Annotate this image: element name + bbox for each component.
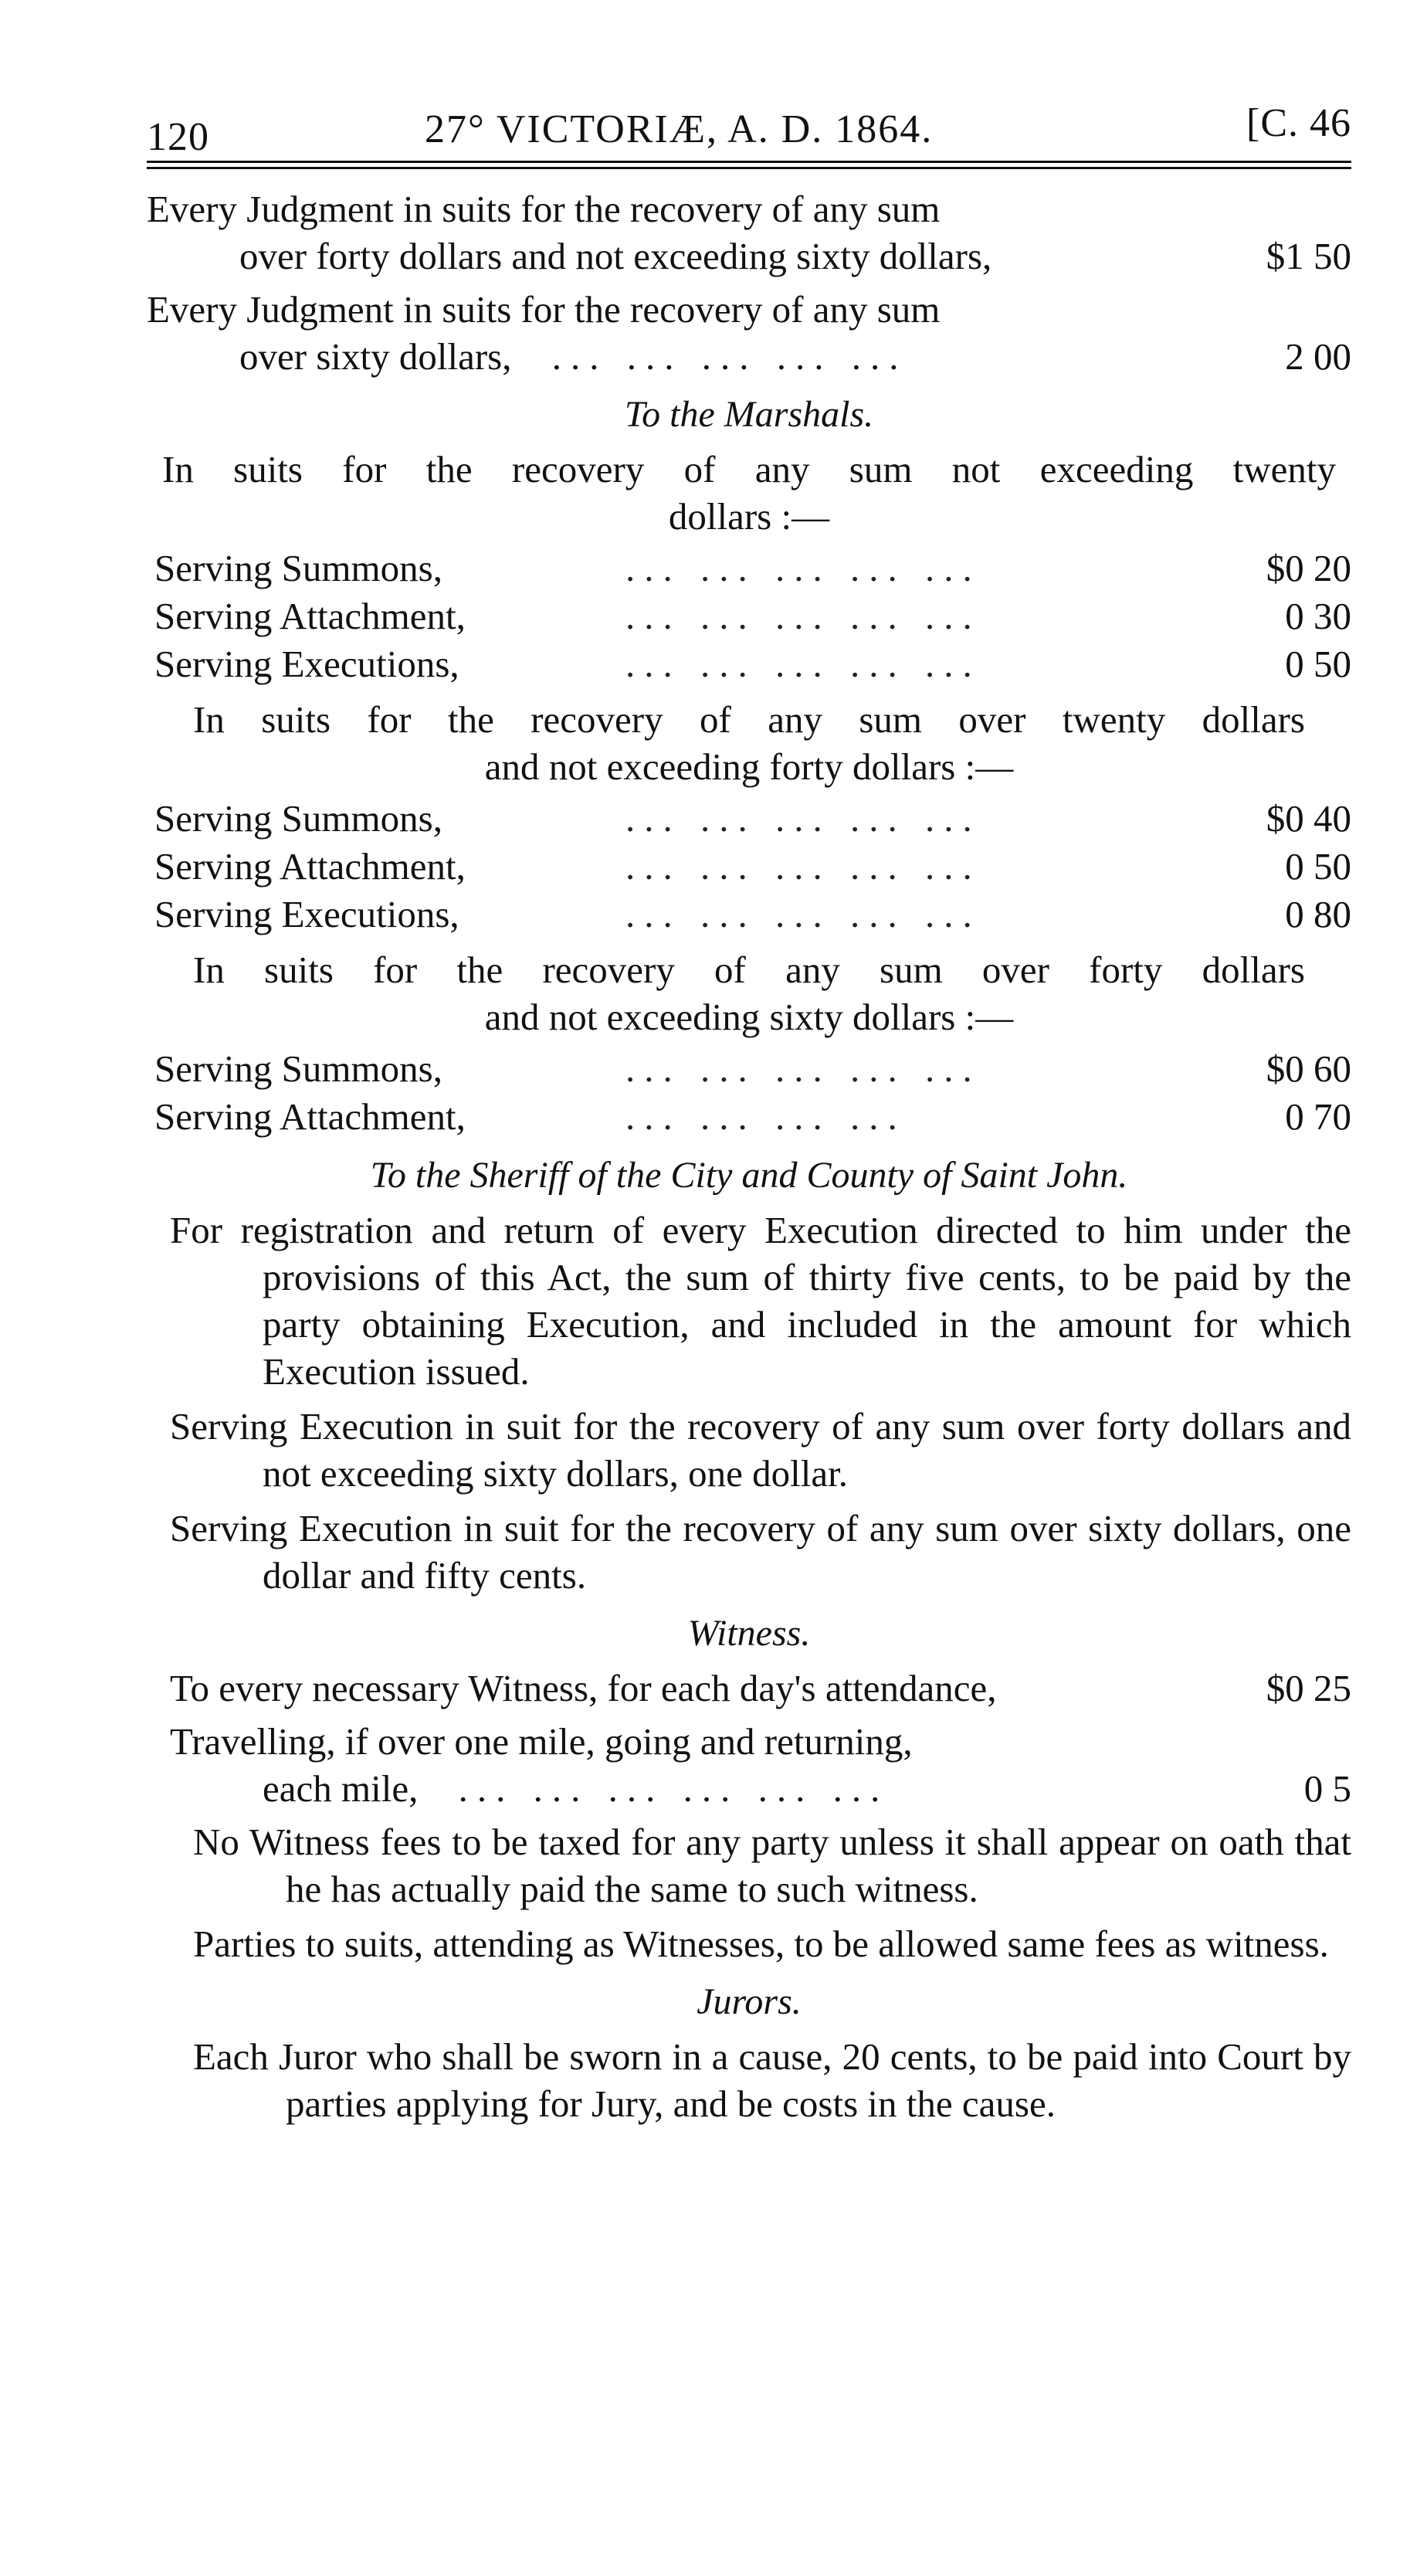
group-intro [147,446,1351,540]
header-rule-bottom [147,167,1351,169]
fee-row [147,891,1351,938]
leader-dots: ... ... ... ... ... [625,845,981,888]
marshal-group-2 [147,696,1351,938]
group-intro [147,696,1351,790]
fee-row [147,1093,1351,1141]
sheriff-paragraph: For registration and return of every Execution directed to him under the provisions of this Act, the sum of thirty five cents, to be paid by the party obtaining Execution, and included in the amount for which Execution issued. [170,1209,1351,1393]
judgment-entry-over-sixty [147,286,1351,380]
marshal-group-1 [147,446,1351,688]
intro-line: dollars :— [668,495,830,538]
fee-amount: 0 30 [1285,595,1351,637]
entry-line: Every Judgment in suits for the recovery of any sum [147,288,941,331]
entry-line-text: over sixty dollars, [239,335,512,378]
entry-line: Travelling, if over one mile, going and returning, [170,1720,913,1763]
fee-row [147,843,1351,891]
fee-amount: 0 50 [1285,845,1351,888]
fee-amount: $0 25 [1266,1667,1351,1709]
fee-label: Serving Attachment, [154,595,466,637]
fee-amount: 0 50 [1285,643,1351,685]
fee-amount: $0 20 [1266,547,1351,589]
fee-amount: 0 70 [1285,1095,1351,1138]
intro-line: In suits for the recovery of any sum over forty dollars [193,949,1305,991]
intro-line: and not exceeding sixty dollars :— [484,996,1014,1038]
fee-row [147,592,1351,640]
intro-line: In suits for the recovery of any sum not exceeding twenty [162,448,1336,490]
fee-row [147,545,1351,592]
page-body [147,185,1351,2135]
fee-row [147,1045,1351,1093]
entry-line [147,333,1351,380]
judgment-entry-sixty [147,185,1351,280]
fee-label: Serving Summons, [154,547,442,589]
leader-dots: ... ... ... ... ... [625,595,981,637]
intro-line: and not exceeding forty dollars :— [484,745,1014,788]
sheriff-paragraph: Serving Execution in suit for the recovery of any sum over forty dollars and not exceeding sixty dollars, one dollar. [170,1405,1351,1495]
leader-dots: ... ... ... ... ... ... [458,1767,890,1810]
entry-line-text: each mile, [263,1767,419,1810]
fee-amount: 2 00 [1285,335,1351,378]
leader-dots: ... ... ... ... ... [625,797,981,840]
group-intro [147,946,1351,1040]
witness-attendance [147,1665,1351,1712]
fee-label: Serving Executions, [154,893,459,935]
fee-label: Serving Attachment, [154,1095,466,1138]
fee-amount: 0 5 [1303,1767,1351,1810]
fee-amount: 0 80 [1285,893,1351,935]
sheriff-paragraph: Serving Execution in suit for the recovery of any sum over sixty dollars, one dollar and fifty cents. [170,1507,1351,1597]
entry-line [170,1765,1351,1812]
jurors-paragraph: Each Juror who shall be sworn in a cause, 20 cents, to be paid into Court by parties applying for Jury, and be costs in the cause. [193,2035,1351,2125]
fee-label: Serving Summons, [154,1047,442,1090]
witness-travelling [147,1718,1351,1812]
entry-line: To every necessary Witness, for each day's attendance, [170,1667,997,1709]
page-number: 120 [147,115,209,159]
fee-row [147,640,1351,688]
section-heading-witness: Witness. [687,1613,811,1654]
leader-dots: ... ... ... ... ... [625,643,981,685]
header-rule-top [147,161,1351,163]
fee-amount: $0 40 [1266,797,1351,840]
entry-line: over forty dollars and not exceeding sixty dollars, [239,235,992,277]
entry-line: Every Judgment in suits for the recovery of any sum [147,188,941,230]
section-heading-jurors: Jurors. [697,1981,802,2022]
fee-label: Serving Attachment, [154,845,466,888]
section-heading-sheriff: To the Sheriff of the City and County of Saint John. [370,1155,1128,1196]
leader-dots: ... ... ... ... ... [551,335,908,378]
marshal-group-3 [147,946,1351,1141]
header-title: 27° VICTORIÆ, A. D. 1864. [425,107,934,151]
leader-dots: ... ... ... ... ... [625,547,981,589]
leader-dots: ... ... ... ... ... [625,1047,981,1090]
witness-paragraph: No Witness fees to be taxed for any party unless it shall appear on oath that he has actually paid the same to such witness. [193,1821,1351,1910]
fee-label: Serving Summons, [154,797,442,840]
witness-paragraph: Parties to suits, attending as Witnesses, to be allowed same fees as witness. [193,1923,1329,1965]
section-heading-marshals: To the Marshals. [624,394,874,435]
chapter-ref: [C. 46 [1246,101,1351,145]
fee-label: Serving Executions, [154,643,459,685]
leader-dots: ... ... ... ... ... [625,893,981,935]
fee-row [147,795,1351,843]
leader-dots: ... ... ... ... [625,1095,907,1138]
running-header [147,91,1351,159]
fee-amount: $1 50 [1266,235,1351,277]
fee-amount: $0 60 [1266,1047,1351,1090]
intro-line: In suits for the recovery of any sum over twenty dollars [193,698,1305,741]
